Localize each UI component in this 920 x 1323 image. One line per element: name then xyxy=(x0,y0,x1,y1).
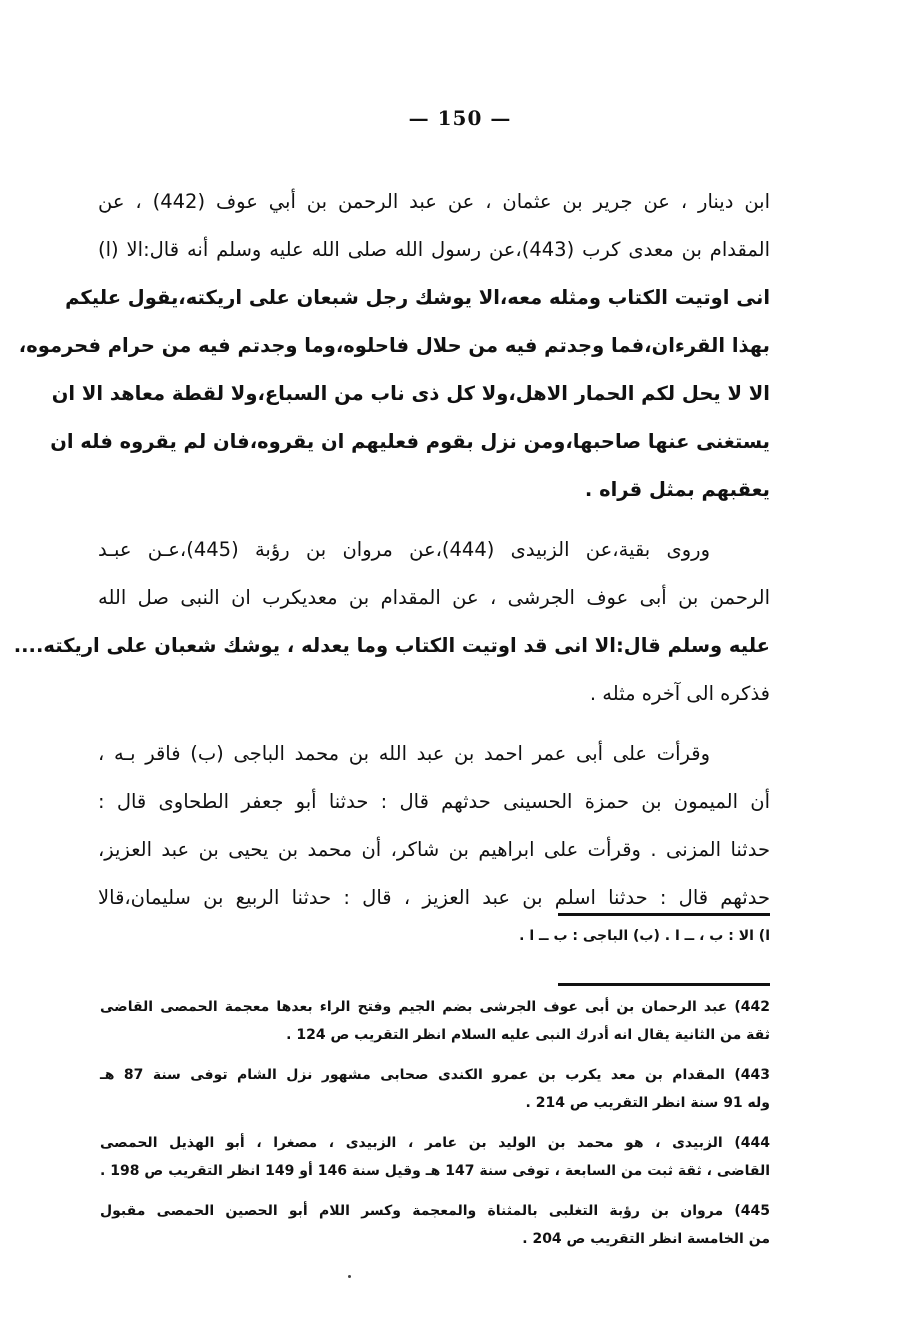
main-text-body xyxy=(13,178,771,922)
scan-speck xyxy=(348,1275,351,1278)
text-line: حدثهم قال : حدثنا اسلم بن عبد العزيز ، قال : حدثنا الربيع بن سليمان،قالا xyxy=(98,886,770,909)
text-line: حدثنا المزنى . وقرأت على ابراهيم بن شاكر، أن محمد بن يحيى بن عبد العزيز، xyxy=(98,838,770,861)
footnote xyxy=(100,1061,770,1117)
footnote-line: 442) عبد الرحمان بن أبى عوف الجرشى بضم الجيم وفتح الراء بعدها معجمة الحمصى القاضى xyxy=(100,999,770,1015)
text-line: بهذا القرءان،فما وجدتم فيه من حلال فاحلوه،وما وجدتم فيه من حرام فحرموه، xyxy=(18,334,770,357)
text-line: وقرأت على أبى عمر احمد بن عبد الله بن محمد الباجى (ب) فاقر بـه ، xyxy=(98,742,710,765)
footnote-line: 443) المقدام بن معد يكرب بن عمرو الكندى صحابى مشهور نزل الشام توفى سنة 87 هـ xyxy=(100,1067,770,1083)
text-line: فذكره الى آخره مثله . xyxy=(589,682,770,705)
text-line: يعقبهم بمثل قراه . xyxy=(584,478,770,501)
text-line: وروى بقية،عن الزبيدى (444)،عن مروان بن رؤبة (445)،عـن عبـد xyxy=(98,538,710,561)
footnote-separator xyxy=(558,983,770,986)
text-line: الا لا يحل لكم الحمار الاهل،ولا كل ذى ناب من السباع،ولا لقطة معاهد الا ان xyxy=(51,382,770,405)
footnote-separator xyxy=(558,913,770,916)
page-number: — 150 — xyxy=(408,106,512,130)
footnote xyxy=(100,993,770,1049)
footnotes xyxy=(100,993,770,1265)
text-line: أن الميمون بن حمزة الحسينى حدثهم قال : حدثنا أبو جعفر الطحاوى قال : xyxy=(98,790,770,813)
variant-note: ا) الا : ب ، ــ ا . (ب) الباجى : ب ــ ا . xyxy=(519,928,770,944)
text-line: ابن دينار ، عن جرير بن عثمان ، عن عبد الرحمن بن أبي عوف (442) ، عن xyxy=(98,190,771,213)
footnote-line: القاضى ، ثقة ثبت من السابعة ، توفى سنة 147 هـ وقيل سنة 146 أو 149 انظر التقريب ص 198 . xyxy=(100,1163,771,1179)
footnote xyxy=(100,1129,770,1185)
footnote-line: من الخامسة انظر التقريب ص 204 . xyxy=(522,1231,770,1247)
text-line: عليه وسلم قال:الا انى قد اوتيت الكتاب وما يعدله ، يوشك شعبان على اريكته.... xyxy=(13,634,770,657)
footnote-line: وله 91 سنة انظر التقريب ص 214 . xyxy=(525,1095,770,1111)
text-line: يستغنى عنها صاحبها،ومن نزل بقوم فعليهم ان يقروه،فان لم يقروه فله ان xyxy=(50,430,770,453)
footnote xyxy=(100,1197,770,1253)
footnote-line: 444) الزبيدى ، هو محمد بن الوليد بن عامر ، الزبيدى ، مصغرا ، أبو الهذيل الحمصى xyxy=(100,1135,770,1151)
footnote-line: 445) مروان بن رؤبة التغلبى بالمثناة والمعجمة وكسر اللام أبو الحصين الحمصى مقبول xyxy=(100,1203,770,1219)
paragraph-gap xyxy=(98,514,770,526)
text-line: المقدام بن معدى كرب (443)،عن رسول الله صلى الله عليه وسلم أنه قال:الا (ا) xyxy=(98,238,770,261)
text-line: انى اوتيت الكتاب ومثله معه،الا يوشك رجل شبعان على اريكته،يقول عليكم xyxy=(65,286,770,309)
paragraph-gap xyxy=(98,718,770,730)
text-line: الرحمن بن أبى عوف الجرشى ، عن المقدام بن معديكرب ان النبى صل الله xyxy=(98,586,770,609)
footnote-line: ثقة من الثانية يقال انه أدرك النبى عليه السلام انظر التقريب ص 124 . xyxy=(286,1027,770,1043)
